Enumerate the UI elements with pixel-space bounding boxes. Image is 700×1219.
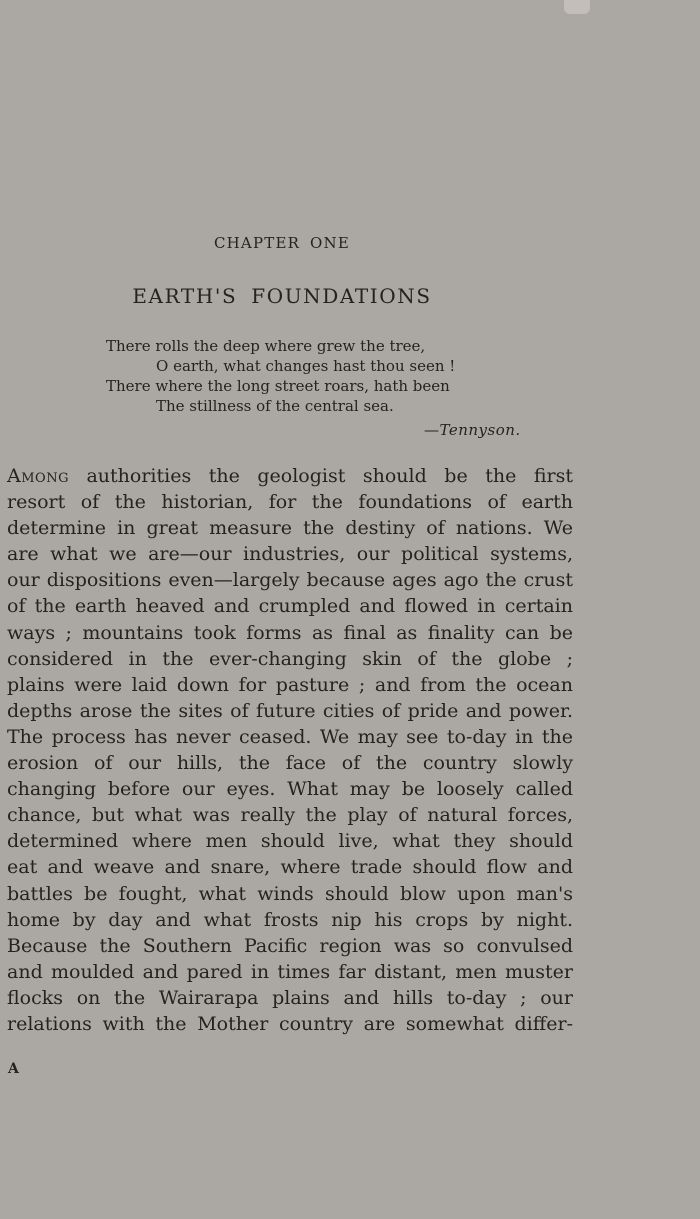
- body-line: considered in the ever-changing skin of the globe ;: [7, 647, 573, 670]
- signature-mark: A: [8, 1061, 19, 1077]
- lead-word: Among: [7, 465, 69, 487]
- body-line: resort of the historian, for the foundations of earth: [7, 491, 573, 514]
- body-line: ways ; mountains took forms as final as finality can be: [7, 621, 573, 644]
- body-line: flocks on the Wairarapa plains and hills to-day ; our: [7, 986, 573, 1009]
- epigraph-attribution: —Tennyson.: [424, 421, 521, 439]
- body-line: depths arose the sites of future cities of pride and power.: [7, 699, 573, 722]
- body-line: determine in great measure the destiny of nations. We: [7, 517, 573, 540]
- body-line: home by day and what frosts nip his crops by night.: [7, 908, 573, 931]
- body-line: are what we are—our industries, our political systems,: [7, 543, 573, 566]
- body-line: erosion of our hills, the face of the country slowly: [7, 752, 573, 775]
- body-line: of the earth heaved and crumpled and flowed in certain: [7, 595, 573, 618]
- epigraph-line: There where the long street roars, hath been: [106, 377, 450, 395]
- epigraph-line: The stillness of the central sea.: [156, 397, 394, 415]
- body-paragraph: [7, 463, 573, 1037]
- body-line: battles be fought, what winds should blow upon man's: [7, 882, 573, 905]
- body-line: determined where men should live, what they should: [7, 830, 573, 853]
- body-line: and moulded and pared in times far distant, men muster: [7, 960, 573, 983]
- page-corner-stain: [564, 0, 590, 14]
- body-line: our dispositions even—largely because ages ago the crust: [7, 569, 573, 592]
- body-line: relations with the Mother country are somewhat differ-: [7, 1012, 573, 1035]
- body-line: chance, but what was really the play of natural forces,: [7, 804, 573, 827]
- body-line: [7, 463, 573, 489]
- body-line: changing before our eyes. What may be loosely called: [7, 778, 573, 801]
- body-line-text: authorities the geologist should be the first: [68, 465, 573, 487]
- chapter-label: CHAPTER ONE: [213, 234, 351, 252]
- epigraph: [106, 336, 546, 416]
- body-line: Because the Southern Pacific region was so convulsed: [7, 934, 573, 957]
- epigraph-line: There rolls the deep where grew the tree,: [106, 337, 426, 355]
- body-line: eat and weave and snare, where trade should flow and: [7, 856, 573, 879]
- chapter-title: EARTH'S FOUNDATIONS: [132, 284, 432, 308]
- epigraph-line: O earth, what changes hast thou seen !: [156, 357, 456, 375]
- body-line: The process has never ceased. We may see to-day in the: [7, 725, 573, 748]
- body-line: plains were laid down for pasture ; and from the ocean: [7, 673, 573, 696]
